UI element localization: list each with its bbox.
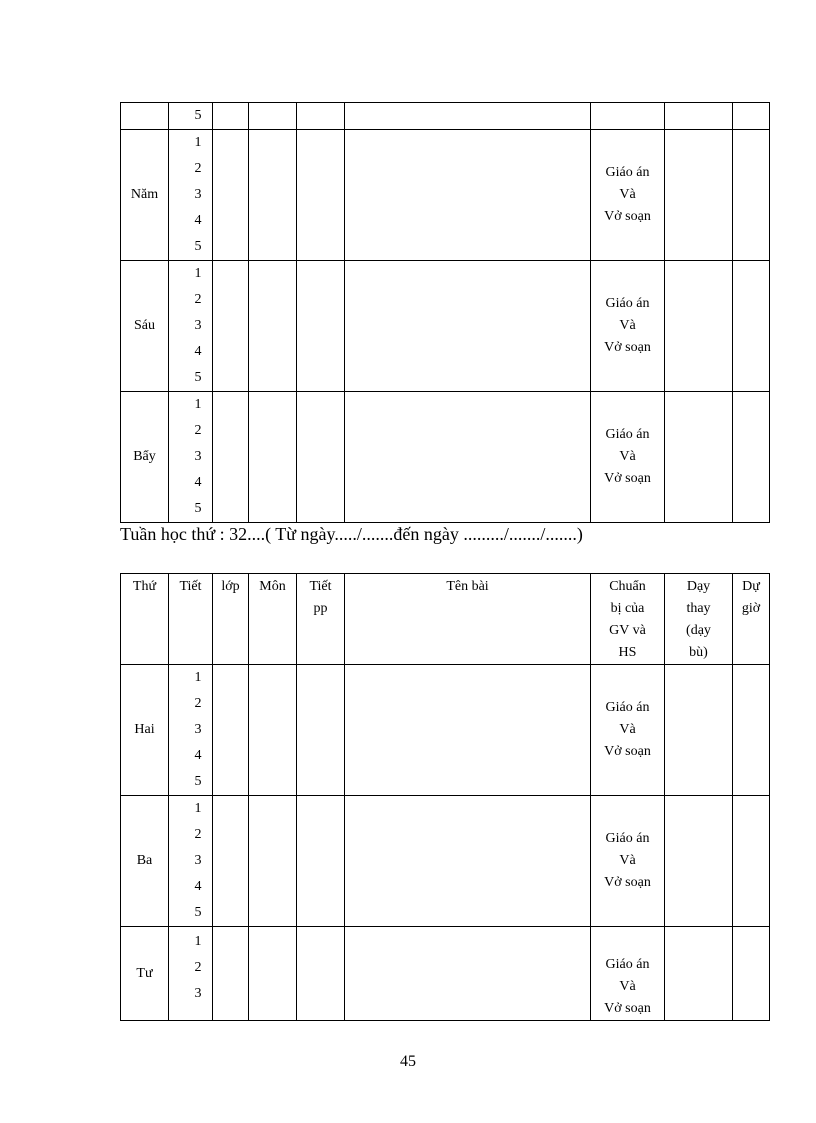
day-cell: [121, 103, 169, 130]
header-ten-bai: Tên bài: [345, 574, 591, 665]
prep-cell: Giáo án Và Vở soạn: [591, 665, 665, 796]
period-cell: 1 2 3 4 5: [169, 392, 213, 523]
day-label: Sáu: [121, 261, 169, 392]
header-day-thay: Dạy thay (dạy bù): [665, 574, 733, 665]
day-label: Năm: [121, 130, 169, 261]
week-heading: Tuần học thứ : 32....( Từ ngày...../.......đến ngày ........./......./.......): [120, 524, 583, 544]
day-label: Bẩy: [121, 392, 169, 523]
header-thu: Thứ: [121, 574, 169, 665]
table-row: [121, 261, 770, 392]
period-cell: 1 2 3 4 5: [169, 796, 213, 927]
prep-cell: Giáo án Và Vở soạn: [591, 392, 665, 523]
period-cell: 5: [169, 103, 213, 130]
table-row: [121, 665, 770, 796]
schedule-table-continued: [120, 102, 770, 523]
prep-cell: Giáo án Và Vở soạn: [591, 796, 665, 927]
table-row: [121, 927, 770, 1021]
header-du-gio: Dự giờ: [733, 574, 770, 665]
header-chuan-bi: Chuẩn bị của GV và HS: [591, 574, 665, 665]
period-cell: 1 2 3: [169, 927, 213, 1021]
prep-cell: Giáo án Và Vở soạn: [591, 130, 665, 261]
header-mon: Môn: [249, 574, 297, 665]
prep-cell: Giáo án Và Vở soạn: [591, 261, 665, 392]
header-tiet: Tiết: [169, 574, 213, 665]
period-cell: 1 2 3 4 5: [169, 665, 213, 796]
table-row: [121, 103, 770, 130]
table-row: [121, 392, 770, 523]
header-tiet-pp: Tiết pp: [297, 574, 345, 665]
day-label: Hai: [121, 665, 169, 796]
page-number: 45: [400, 1053, 416, 1070]
prep-cell: Giáo án Và Vở soạn: [591, 927, 665, 1021]
schedule-table: [120, 573, 770, 1021]
table-row: [121, 130, 770, 261]
period-cell: 1 2 3 4 5: [169, 130, 213, 261]
header-row: [121, 574, 770, 665]
day-label: Tư: [121, 927, 169, 1021]
header-lop: lớp: [213, 574, 249, 665]
period-cell: 1 2 3 4 5: [169, 261, 213, 392]
day-label: Ba: [121, 796, 169, 927]
table-row: [121, 796, 770, 927]
